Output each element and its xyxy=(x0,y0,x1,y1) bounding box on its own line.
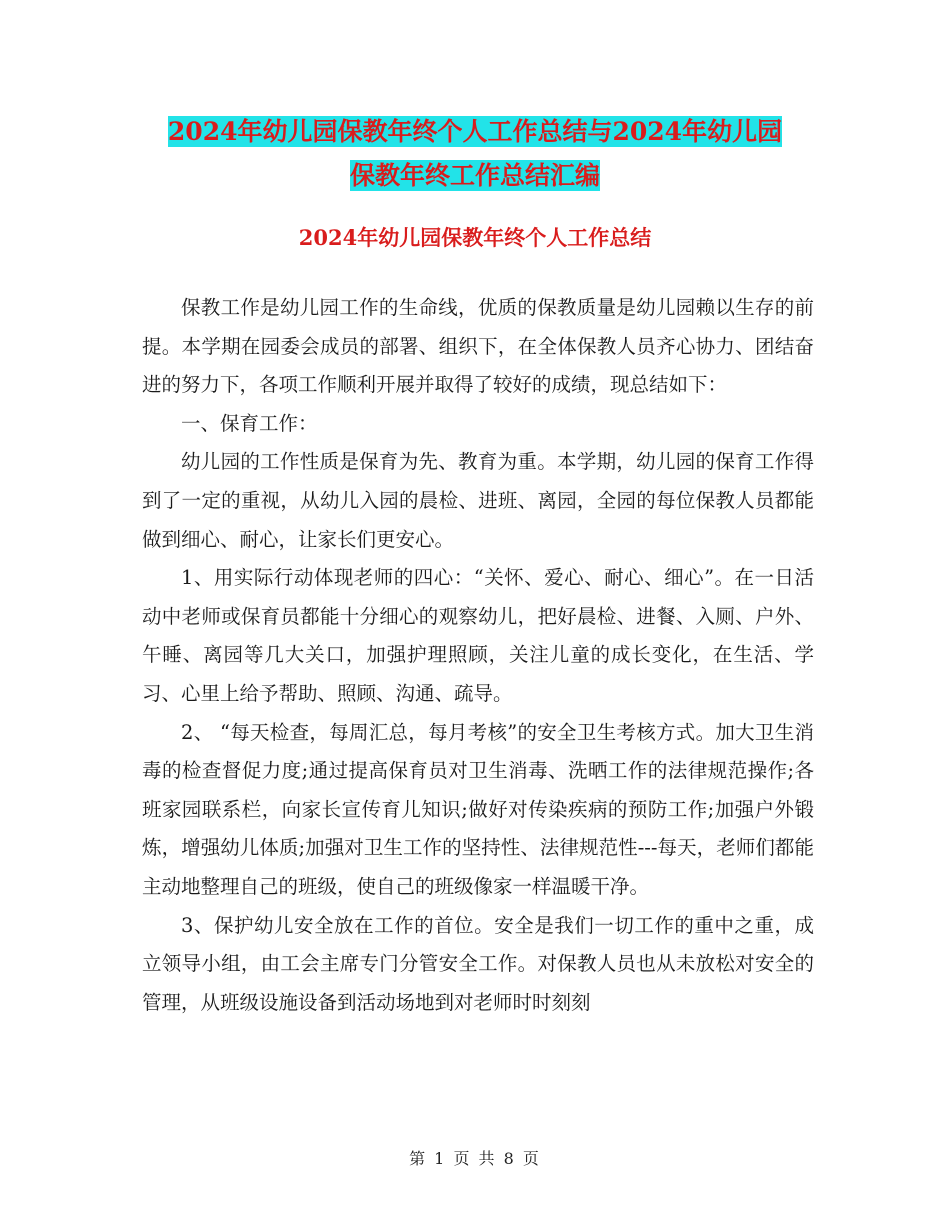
section-title: 2024年幼儿园保教年终个人工作总结 xyxy=(298,225,652,250)
title-highlight: 2024年幼儿园保教年终个人工作总结与2024年幼儿园 xyxy=(167,117,783,146)
paragraph: 1、用实际行动体现老师的四心：“关怀、爱心、耐心、细心”。在一日活动中老师或保育员都能十分细心的观察幼儿，把好晨检、进餐、入厕、户外、午睡、离园等几大关口，加强护理照顾，关注儿童的成长变化，在生活、学习、心里上给予帮助、照顾、沟通、疏导。 xyxy=(142,566,814,705)
paragraph: 2、 “每天检查，每周汇总，每月考核”的安全卫生考核方式。加大卫生消毒的检查督促力度;通过提高保育员对卫生消毒、洗晒工作的法律规范操作;各班家园联系栏，向家长宣传育儿知识;做好对传染疾病的预防工作;加强户外锻炼，增强幼儿体质;加强对卫生工作的坚持性、法律规范性---每天，老师们都能主动地整理自己的班级，使自己的班级像家一样温暖干净。 xyxy=(142,720,814,898)
document-title-line-2 xyxy=(140,154,810,198)
document-title-line-1 xyxy=(140,110,810,154)
paragraph: 3、保护幼儿安全放在工作的首位。安全是我们一切工作的重中之重，成立领导小组，由工会主席专门分管安全工作。对保教人员也从未放松对安全的管理，从班级设施设备到活动场地到对老师时时刻刻 xyxy=(142,913,814,1014)
page-number: 第 1 页 共 8 页 xyxy=(409,1149,541,1168)
title-highlight: 保教年终工作总结汇编 xyxy=(349,161,600,190)
paragraph: 幼儿园的工作性质是保育为先、教育为重。本学期，幼儿园的保育工作得到了一定的重视，从幼儿入园的晨检、进班、离园，全园的每位保教人员都能做到细心、耐心，让家长们更安心。 xyxy=(142,450,814,551)
paragraph: 保教工作是幼儿园工作的生命线，优质的保教质量是幼儿园赖以生存的前提。本学期在园委会成员的部署、组织下，在全体保教人员齐心协力、团结奋进的努力下，各项工作顺利开展并取得了较好的成绩，现总结如下： xyxy=(142,296,814,397)
document-body xyxy=(142,289,814,1022)
paragraph: 一、保育工作： xyxy=(181,411,318,435)
